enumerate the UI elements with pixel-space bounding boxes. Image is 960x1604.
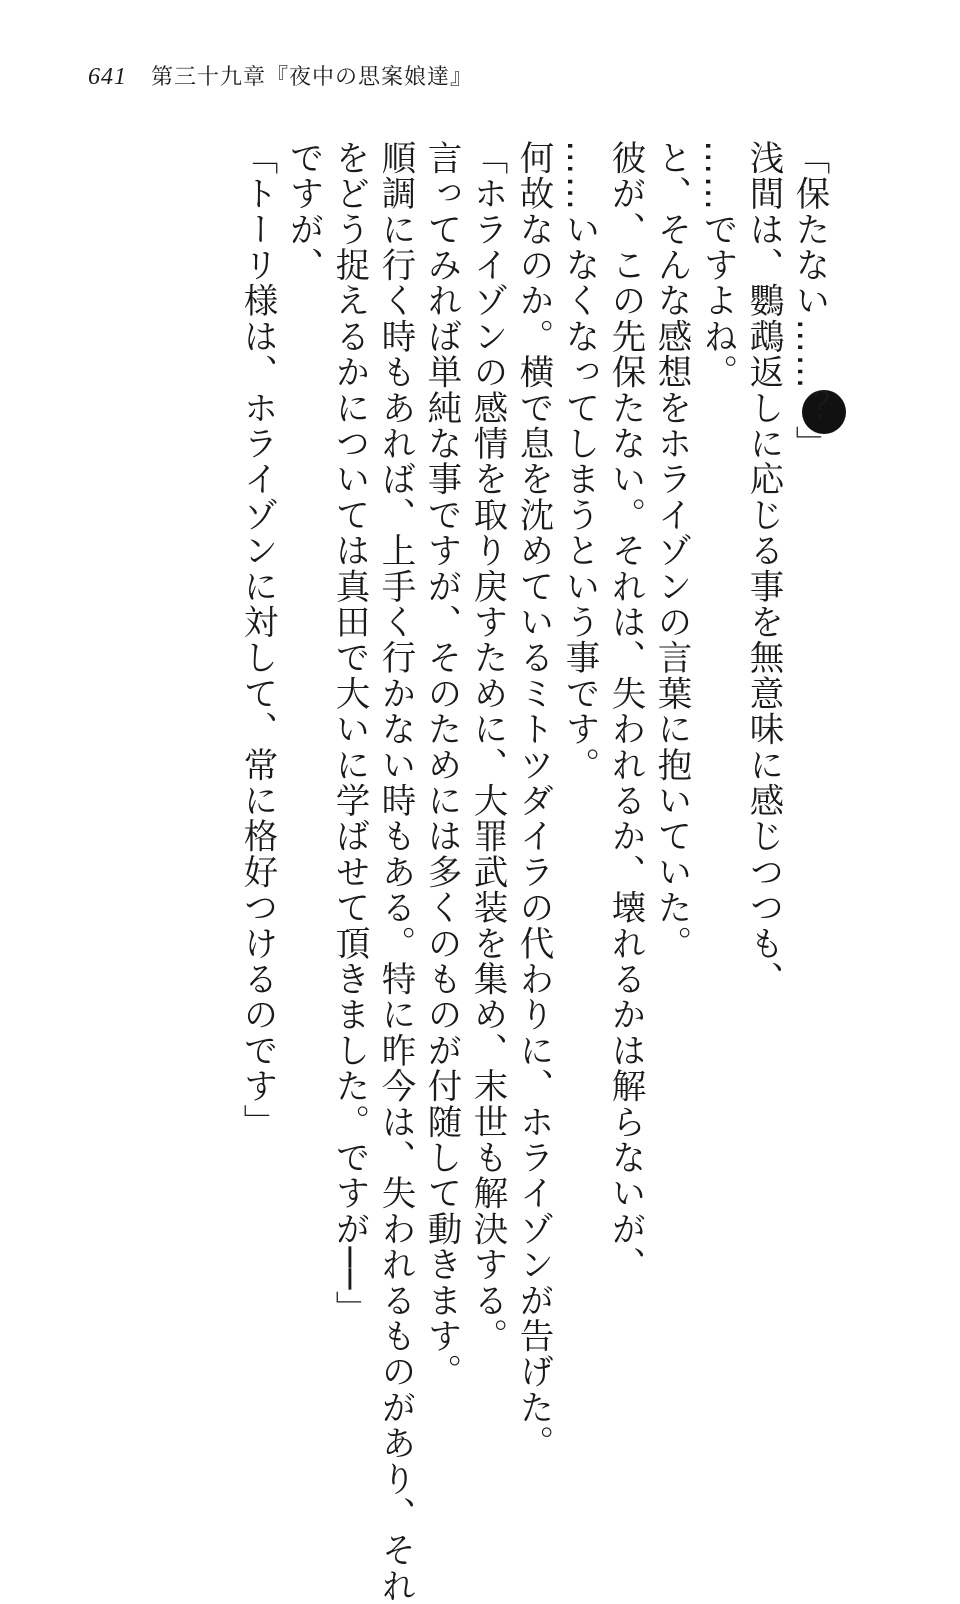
text-line: ですが、: [283, 140, 323, 283]
text-line: 「トーリ様は、ホライゾンに対して、常に格好つけるのです」: [237, 140, 277, 1140]
text-line: 「保たない……？」: [789, 140, 829, 462]
text-line: をどう捉えるかについては真田で大いに学ばせて頂きました。ですが──」: [329, 140, 369, 1327]
text-line: 言ってみれば単純な事ですが、そのためには多くのものが付随して動きます。: [421, 140, 461, 1390]
text-line: ……ですよね。: [697, 140, 737, 390]
text-line: と、そんな感想をホライゾンの言葉に抱いていた。: [651, 140, 691, 962]
body-text: [234, 140, 832, 1604]
text-line: ……いなくなってしまうという事です。: [559, 140, 599, 783]
text-line: 何故なのか。横で息を沈めているミトツダイラの代わりに、ホライゾンが告げた。: [513, 140, 553, 1461]
running-header: [88, 60, 473, 91]
text-line: 「ホライゾンの感情を取り戻すために、大罪武装を集め、末世も解決する。: [467, 140, 507, 1354]
page-number: 641: [88, 64, 127, 90]
text-line: 浅間は、鸚鵡返しに応じる事を無意味に感じつつも、: [743, 140, 783, 997]
text-line: 彼が、この先保たない。それは、失われるか、壊れるかは解らないが、: [605, 140, 645, 1283]
chapter-title: 第三十九章『夜中の思案娘達』: [151, 65, 474, 90]
text-line: 順調に行く時もあれば、上手く行かない時もある。特に昨今は、失われるものがあり、それ: [375, 140, 415, 1604]
